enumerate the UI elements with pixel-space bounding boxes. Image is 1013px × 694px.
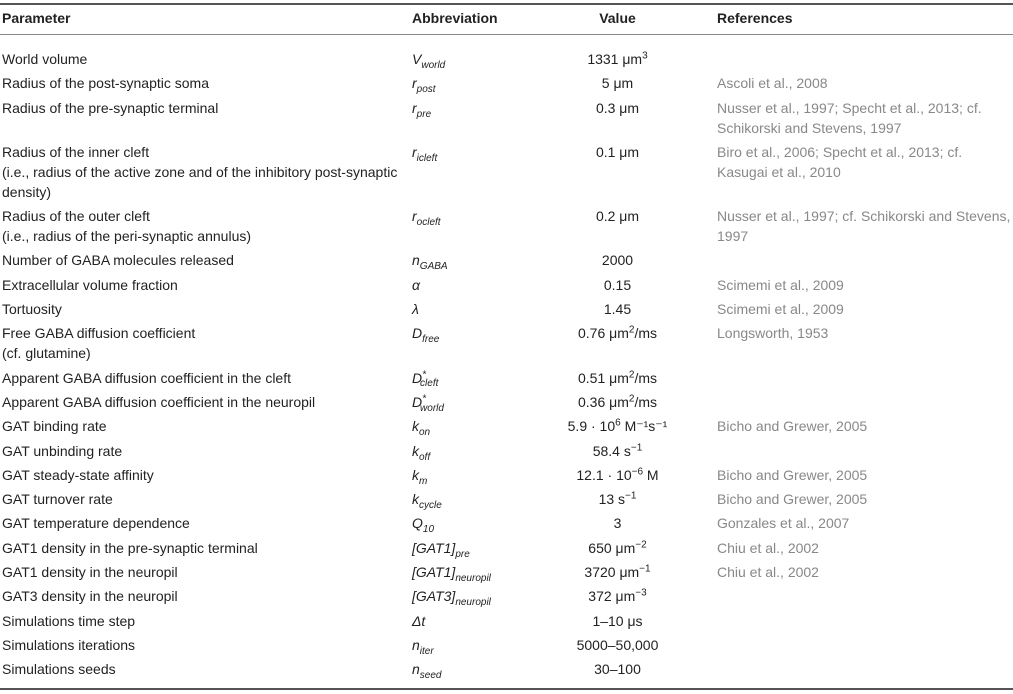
abbreviation-symbol: k <box>412 418 419 435</box>
abbreviation-subscript: iter <box>419 645 434 657</box>
abbreviation-cell <box>400 586 536 610</box>
reference-text: Bicho and Grewer, 2005 <box>717 418 868 435</box>
parameter-cell <box>0 659 400 683</box>
abbreviation-subscript: free <box>422 334 440 346</box>
value-cell <box>536 323 699 367</box>
value-text: 3720 μm <box>584 564 640 581</box>
abbreviation-cell <box>400 562 536 586</box>
abbreviation-cell <box>400 465 536 489</box>
abbreviation-cell <box>400 36 536 73</box>
header-references: References <box>717 10 793 26</box>
parameter-cell <box>0 392 400 416</box>
reference-cell <box>699 586 1013 610</box>
abbreviation-symbol: r <box>412 75 417 92</box>
abbreviation-subscript: off <box>419 451 431 463</box>
value-cell <box>536 416 699 440</box>
value-text: 0.2 μm <box>595 208 640 225</box>
abbreviation-symbol: [GAT1] <box>412 564 456 581</box>
abbreviation-symbol: λ <box>412 301 419 318</box>
reference-text: Nusser et al., 1997; cf. Schikorski and Stevens, 1997 <box>717 208 1011 245</box>
parameter-text: Extracellular volume fraction <box>2 276 178 293</box>
abbreviation-symbol: α <box>412 276 420 293</box>
abbreviation-subscript: ocleft <box>416 216 441 228</box>
abbreviation-cell <box>400 392 536 416</box>
table-body <box>0 36 1013 684</box>
abbreviation-subscript: m <box>419 475 428 487</box>
reference-cell <box>699 206 1013 250</box>
table-row <box>0 368 1013 392</box>
value-text: 1.45 <box>603 301 632 318</box>
parameter-cell <box>0 586 400 610</box>
value-superscript: −3 <box>635 587 647 599</box>
reference-cell <box>699 465 1013 489</box>
table-row <box>0 659 1013 683</box>
abbreviation-cell <box>400 489 536 513</box>
table-row <box>0 562 1013 586</box>
parameter-cell <box>0 465 400 489</box>
abbreviation-cell <box>400 73 536 97</box>
abbreviation-symbol: [GAT1] <box>412 539 456 556</box>
abbreviation-subscript: seed <box>419 670 442 682</box>
abbreviation-symbol: r <box>412 143 417 160</box>
reference-cell <box>699 275 1013 299</box>
value-unit-tail: /ms <box>634 393 657 410</box>
parameter-text: Tortuosity <box>2 301 62 318</box>
abbreviation-subscript: on <box>419 427 431 439</box>
abbreviation-cell <box>400 250 536 274</box>
value-text: 30–100 <box>594 661 641 678</box>
abbreviation-symbol: r <box>412 208 417 225</box>
parameter-text: GAT steady-state affinity <box>2 466 154 483</box>
reference-text: Chiu et al., 2002 <box>717 564 819 581</box>
parameter-text: GAT turnover rate <box>2 491 113 508</box>
reference-cell <box>699 392 1013 416</box>
value-cell <box>536 142 699 206</box>
reference-cell <box>699 98 1013 142</box>
value-cell <box>536 299 699 323</box>
reference-text: Scimemi et al., 2009 <box>717 301 844 318</box>
abbreviation-subscript: pre <box>455 548 470 560</box>
value-cell <box>536 465 699 489</box>
reference-cell <box>699 538 1013 562</box>
parameter-cell <box>0 275 400 299</box>
abbreviation-cell <box>400 206 536 250</box>
abbreviation-symbol: Q <box>412 515 423 532</box>
parameter-text: Radius of the post-synaptic soma <box>2 75 209 92</box>
value-superscript: −1 <box>639 563 651 575</box>
parameter-text: Number of GABA molecules released <box>2 252 234 269</box>
table-row <box>0 275 1013 299</box>
table-row <box>0 323 1013 367</box>
parameter-text: Apparent GABA diffusion coefficient in the cleft <box>2 369 291 386</box>
value-cell <box>536 275 699 299</box>
parameter-text: GAT unbinding rate <box>2 442 123 459</box>
parameter-text: GAT1 density in the pre-synaptic terminal <box>2 539 258 556</box>
parameter-cell <box>0 489 400 513</box>
table-row <box>0 36 1013 73</box>
abbreviation-cell <box>400 635 536 659</box>
abbreviation-subscript: icleft <box>416 152 438 164</box>
parameter-cell <box>0 562 400 586</box>
parameter-text: GAT binding rate <box>2 418 107 435</box>
abbreviation-cell <box>400 416 536 440</box>
reference-cell <box>699 635 1013 659</box>
parameter-text: Radius of the outer cleft (i.e., radius of the peri-synaptic annulus) <box>2 208 252 245</box>
table-row <box>0 73 1013 97</box>
abbreviation-subscript: neuropil <box>455 572 491 584</box>
value-text: 0.15 <box>603 276 632 293</box>
abbreviation-symbol: V <box>412 51 422 67</box>
value-cell <box>536 611 699 635</box>
parameter-text: GAT1 density in the neuropil <box>2 564 178 581</box>
abbreviation-symbol: n <box>412 661 420 678</box>
value-text: 1331 μm <box>587 51 643 67</box>
value-text: 5000–50,000 <box>576 636 659 653</box>
value-text: 5 μm <box>601 75 634 92</box>
value-superscript: 2 <box>628 393 635 405</box>
reference-cell <box>699 368 1013 392</box>
parameter-text: Simulations time step <box>2 612 136 629</box>
table-row <box>0 392 1013 416</box>
abbreviation-symbol: D <box>412 369 423 386</box>
parameter-cell <box>0 98 400 142</box>
table-row <box>0 586 1013 610</box>
value-text: 2000 <box>601 252 634 269</box>
abbreviation-symbol: [GAT3] <box>412 588 456 605</box>
value-cell <box>536 368 699 392</box>
reference-cell <box>699 513 1013 537</box>
value-text: 372 μm <box>588 588 636 605</box>
parameter-text: Radius of the inner cleft (i.e., radius of the active zone and of the inhibitory post-synaptic density) <box>2 143 398 200</box>
parameter-cell <box>0 416 400 440</box>
reference-cell <box>699 250 1013 274</box>
value-superscript: −2 <box>635 539 647 551</box>
value-superscript: 6 <box>615 417 621 429</box>
reference-text: Bicho and Grewer, 2005 <box>717 466 868 483</box>
table-row <box>0 538 1013 562</box>
abbreviation-symbol: k <box>412 466 419 483</box>
abbreviation-subscript: cycle <box>419 499 442 511</box>
parameter-cell <box>0 206 400 250</box>
abbreviation-symbol: D <box>412 325 423 342</box>
table-row <box>0 441 1013 465</box>
abbreviation-cell <box>400 368 536 392</box>
table-row <box>0 142 1013 206</box>
abbreviation-cell <box>400 142 536 206</box>
header-row <box>0 0 1013 36</box>
parameter-text: Radius of the pre-synaptic terminal <box>2 99 219 116</box>
parameter-text: Apparent GABA diffusion coefficient in the neuropil <box>2 393 316 410</box>
abbreviation-cell <box>400 98 536 142</box>
value-cell <box>536 659 699 683</box>
header-abbreviation: Abbreviation <box>412 10 498 26</box>
table-row <box>0 206 1013 250</box>
value-cell <box>536 513 699 537</box>
abbreviation-symbol: k <box>412 491 419 508</box>
value-superscript: 2 <box>628 324 635 336</box>
value-text: 13 s <box>598 491 626 508</box>
abbreviation-cell <box>400 513 536 537</box>
reference-cell <box>699 441 1013 465</box>
abbreviation-symbol: Δt <box>412 612 426 629</box>
reference-text: Bicho and Grewer, 2005 <box>717 491 868 508</box>
reference-text: Biro et al., 2006; Specht et al., 2013; cf. Kasugai et al., 2010 <box>717 143 963 180</box>
value-text: 58.4 s <box>592 442 631 459</box>
value-text: 0.36 μm <box>578 393 629 410</box>
table-row <box>0 465 1013 489</box>
parameter-cell <box>0 323 400 367</box>
reference-cell <box>699 142 1013 206</box>
reference-cell <box>699 611 1013 635</box>
table-row <box>0 299 1013 323</box>
value-superscript: −1 <box>625 490 637 502</box>
reference-cell <box>699 73 1013 97</box>
parameter-cell <box>0 73 400 97</box>
value-text: 12.1 · 10 <box>576 466 632 483</box>
parameter-text: Free GABA diffusion coefficient (cf. glutamine) <box>2 325 196 362</box>
value-superscript: −1 <box>630 441 643 453</box>
parameter-cell <box>0 142 400 206</box>
value-superscript: −6 <box>631 466 644 478</box>
abbreviation-superscript: * <box>422 393 427 405</box>
value-cell <box>536 441 699 465</box>
parameter-cell <box>0 36 400 73</box>
reference-text: Chiu et al., 2002 <box>717 539 819 556</box>
abbreviation-cell <box>400 275 536 299</box>
abbreviation-subscript: world <box>420 402 444 414</box>
value-text: 0.3 μm <box>595 99 640 116</box>
value-text: 1–10 μs <box>592 612 643 629</box>
abbreviation-cell <box>400 538 536 562</box>
value-cell <box>536 489 699 513</box>
header-parameter: Parameter <box>2 10 71 26</box>
table-row <box>0 611 1013 635</box>
reference-text: Scimemi et al., 2009 <box>717 276 844 293</box>
table-row <box>0 489 1013 513</box>
abbreviation-subscript: post <box>416 84 436 96</box>
value-text: 0.76 μm <box>578 325 629 342</box>
value-cell <box>536 562 699 586</box>
value-cell <box>536 73 699 97</box>
parameter-cell <box>0 538 400 562</box>
abbreviation-symbol: D <box>412 393 423 410</box>
abbreviation-symbol: n <box>412 252 420 269</box>
value-text: 0.51 μm <box>578 369 629 386</box>
value-unit-tail: /ms <box>634 325 657 342</box>
abbreviation-cell <box>400 441 536 465</box>
reference-text: Ascoli et al., 2008 <box>717 75 828 92</box>
reference-cell <box>699 562 1013 586</box>
reference-cell <box>699 323 1013 367</box>
table-row <box>0 513 1013 537</box>
parameter-cell <box>0 513 400 537</box>
abbreviation-superscript: * <box>422 369 427 381</box>
table-row <box>0 98 1013 142</box>
abbreviation-subscript: pre <box>416 108 432 120</box>
abbreviation-cell <box>400 323 536 367</box>
value-text: 5.9 · 10 <box>567 418 616 435</box>
table-row <box>0 250 1013 274</box>
value-cell <box>536 206 699 250</box>
abbreviation-symbol: n <box>412 636 420 653</box>
bottom-rule <box>0 688 1013 690</box>
parameter-cell <box>0 635 400 659</box>
parameter-cell <box>0 611 400 635</box>
value-cell <box>536 98 699 142</box>
abbreviation-subscript: cleft <box>420 378 439 390</box>
value-cell <box>536 538 699 562</box>
abbreviation-subscript: GABA <box>419 261 448 273</box>
abbreviation-subscript: neuropil <box>455 597 491 609</box>
parameter-cell <box>0 250 400 274</box>
value-unit-tail: M <box>643 466 659 483</box>
reference-cell <box>699 489 1013 513</box>
abbreviation-cell <box>400 299 536 323</box>
header-value: Value <box>599 10 636 26</box>
value-cell <box>536 392 699 416</box>
value-text: 0.1 μm <box>595 143 640 160</box>
reference-cell <box>699 299 1013 323</box>
reference-cell <box>699 659 1013 683</box>
value-cell <box>536 36 699 73</box>
abbreviation-subscript: world <box>421 59 446 71</box>
parameter-text: GAT3 density in the neuropil <box>2 588 178 605</box>
reference-text: Nusser et al., 1997; Specht et al., 2013; cf. Schikorski and Stevens, 1997 <box>717 99 982 136</box>
parameter-cell <box>0 441 400 465</box>
table-row <box>0 635 1013 659</box>
value-cell <box>536 250 699 274</box>
value-unit-tail: /ms <box>634 369 657 386</box>
reference-cell <box>699 416 1013 440</box>
reference-text: Longsworth, 1953 <box>717 325 829 342</box>
abbreviation-subscript: 10 <box>422 524 435 536</box>
reference-text: Gonzales et al., 2007 <box>717 515 850 532</box>
parameter-text: Simulations iterations <box>2 636 136 653</box>
reference-cell <box>699 36 1013 73</box>
parameter-cell <box>0 299 400 323</box>
parameter-text: World volume <box>2 51 88 67</box>
value-unit-tail: M⁻¹s⁻¹ <box>620 418 668 435</box>
abbreviation-symbol: k <box>412 442 419 459</box>
value-cell <box>536 586 699 610</box>
value-text: 650 μm <box>588 539 636 556</box>
abbreviation-symbol: r <box>412 99 417 116</box>
abbreviation-cell <box>400 611 536 635</box>
parameter-cell <box>0 368 400 392</box>
parameter-text: GAT temperature dependence <box>2 515 190 532</box>
parameter-text: Simulations seeds <box>2 661 116 678</box>
value-cell <box>536 635 699 659</box>
value-text: 3 <box>613 515 622 532</box>
value-superscript: 2 <box>628 369 635 381</box>
value-superscript: 3 <box>642 50 648 62</box>
table-row <box>0 416 1013 440</box>
abbreviation-cell <box>400 659 536 683</box>
